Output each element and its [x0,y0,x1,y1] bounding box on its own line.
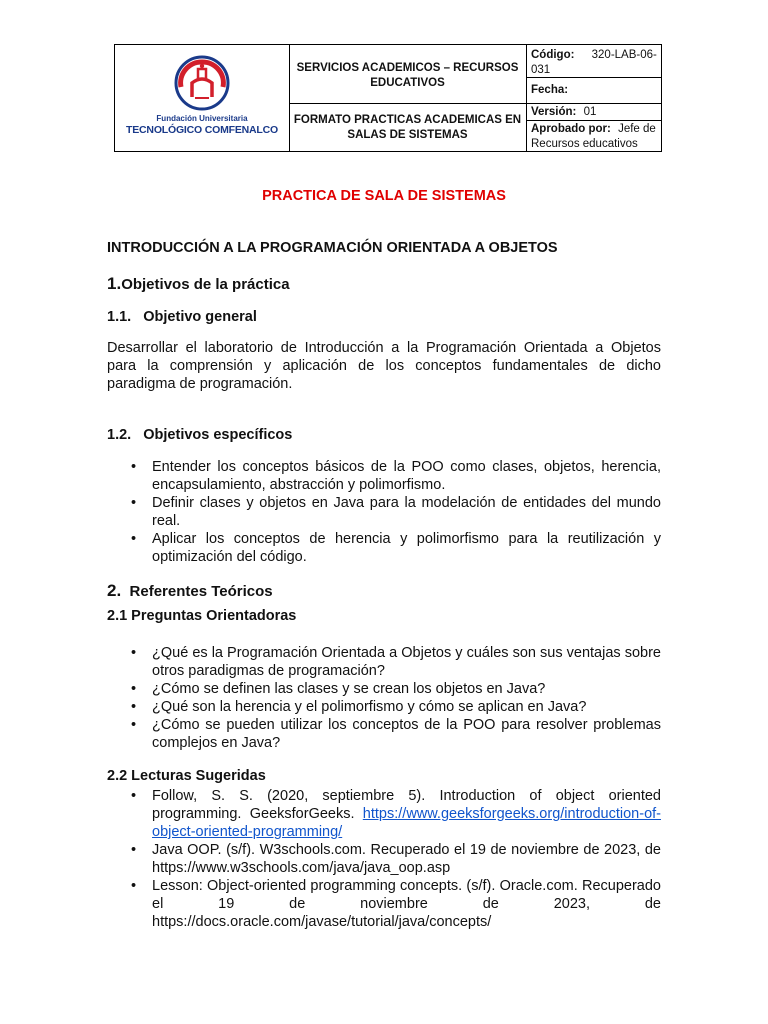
section-2-heading [107,581,273,601]
institution-logo [115,45,289,151]
table-divider [526,45,527,151]
paragraph-line: para la comprensión y aplicación de los conceptos fundamentales de dicho [107,358,661,374]
section-1-heading [107,274,290,294]
date-label: Fecha: [531,84,569,96]
logo-emblem-icon [173,53,231,113]
bullet: • [131,645,137,661]
list-item-text: Aplicar los conceptos de herencia y polimorfismo para la reutilización y optimización del código. [152,531,661,565]
bullet: • [131,495,137,511]
section-1-number: 1. [107,274,122,293]
reference-text: Java OOP. (s/f). W3schools.com. Recuperado el 19 de noviembre de 2023, de https://www.w3schools.com/java/java_oop.asp [152,842,661,876]
bullet: • [131,842,137,858]
paragraph-line: Desarrollar el laboratorio de Introducción a la Programación Orientada a Objetos [107,340,661,356]
section-2-1-heading: 2.1 Preguntas Orientadoras [107,608,297,624]
section-1-2-heading: 1.2. Objetivos específicos [107,427,293,443]
suggested-readings-list [107,787,661,931]
bullet: • [131,531,137,547]
list-item [107,877,661,931]
version-value: 01 [583,106,597,118]
list-item [107,458,661,494]
table-divider [289,103,661,104]
practice-subtitle: INTRODUCCIÓN A LA PROGRAMACIÓN ORIENTADA A OBJETOS [107,240,558,256]
approved-label: Aprobado por: [531,123,611,135]
list-item [107,787,661,841]
reference-link[interactable]: https://www.geeksforgeeks.org/introduction-of-object-oriented-programming/ [152,806,661,840]
bullet: • [131,717,137,733]
header-table [114,44,662,152]
list-item [107,644,661,680]
general-objective-paragraph [107,339,661,393]
list-item-text: ¿Cómo se definen las clases y se crean los objetos en Java? [152,681,546,697]
list-item-text: ¿Cómo se pueden utilizar los conceptos de la POO para resolver problemas complejos en Java? [152,717,661,751]
code-cell [531,48,661,78]
date-cell [531,83,661,98]
bullet: • [131,878,137,894]
list-item [107,698,661,716]
bullet: • [131,681,137,697]
section-1-1-heading: 1.1. Objetivo general [107,309,257,325]
list-item-text: ¿Qué son la herencia y el polimorfismo y cómo se aplican en Java? [152,699,587,715]
reference-text: Follow, S. S. (2020, septiembre 5). Introduction of object oriented programming. GeeksforGeeks. [152,788,661,822]
list-item-text: Entender los conceptos básicos de la POO como clases, objetos, herencia, encapsulamiento, abstracción y polimorfismo. [152,459,661,493]
bullet: • [131,788,137,804]
format-name: FORMATO PRACTICAS ACADEMICAS EN SALAS DE SISTEMAS [293,114,522,141]
practice-title: PRACTICA DE SALA DE SISTEMAS [262,188,506,204]
code-label: Código: [531,49,575,61]
bullet: • [131,699,137,715]
section-2-number: 2. [107,581,122,600]
section-2-title: Referentes Teóricos [129,583,273,600]
reference-text: Lesson: Object-oriented programming concepts. (s/f). Oracle.com. Recuperado el 19 de noviembre de 2023, de https://docs.oracle.com/javase/tutorial/java/concepts/ [152,878,661,930]
bullet: • [131,459,137,475]
table-divider [526,120,661,121]
guiding-questions-list [107,644,661,752]
list-item-text: ¿Qué es la Programación Orientada a Objetos y cuáles son sus ventajas sobre otros paradigmas de programación? [152,645,661,679]
version-cell [531,105,661,120]
version-label: Versión: [531,106,577,118]
section-2-2-heading: 2.2 Lecturas Sugeridas [107,768,266,784]
paragraph-line: paradigma de programación. [107,376,293,392]
specific-objectives-list [107,458,661,566]
list-item [107,530,661,566]
approved-value: Jefe de Recursos educativos [531,123,656,150]
list-item [107,716,661,752]
list-item [107,494,661,530]
list-item-text: Definir clases y objetos en Java para la modelación de entidades del mundo real. [152,495,661,529]
approved-cell [531,122,661,152]
list-item [107,680,661,698]
section-1-title: Objetivos de la práctica [121,276,290,293]
logo-line2: TECNOLÓGICO COMFENALCO [126,124,278,136]
unit-name: SERVICIOS ACADEMICOS – RECURSOS EDUCATIVOS [296,62,519,89]
code-value: 320-LAB-06-031 [531,49,657,76]
list-item [107,841,661,877]
logo-line1: Fundación Universitaria [156,114,248,123]
